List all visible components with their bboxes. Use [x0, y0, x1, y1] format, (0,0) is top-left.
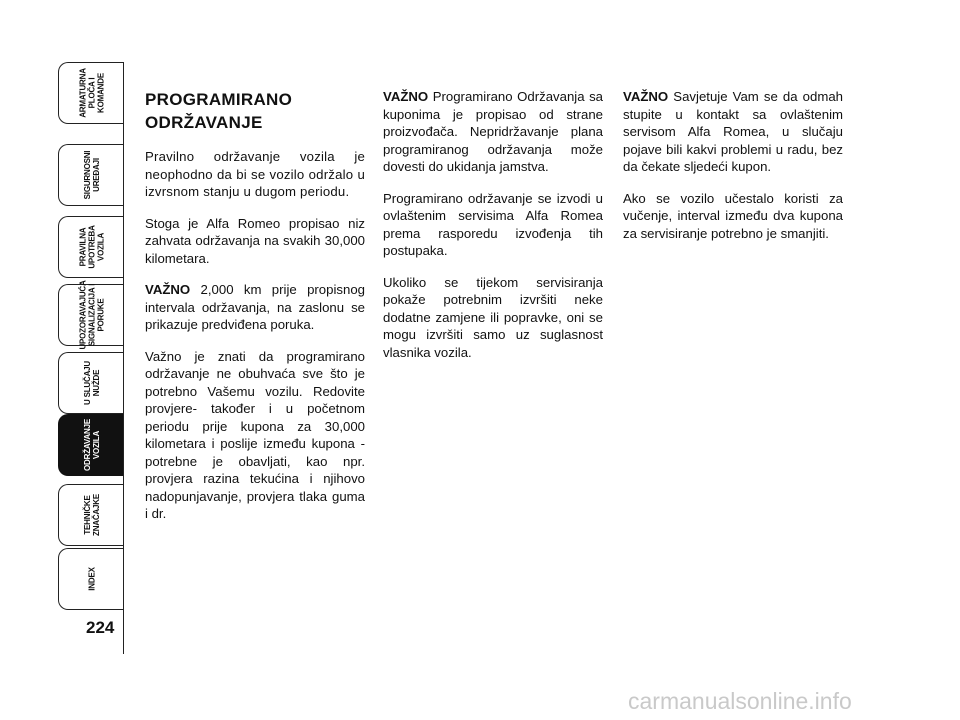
paragraph-text: Savjetuje Vam se da odmah stupite u kontakt sa ovlaštenim servisom Alfa Romea, u slučaju pojave bili kakvi problemi u radu, bez da čekate sljedeći kupon.: [623, 89, 843, 174]
tab-label: UPOZORAVAJUĆA SIGNALIZACIJA I PORUKE: [78, 280, 105, 350]
page-title: PROGRAMIRANO ODRŽAVANJE: [145, 90, 293, 132]
important-label: VAŽNO: [145, 282, 191, 297]
page-number: 224: [86, 618, 115, 637]
column-3: [623, 88, 843, 256]
paragraph: [383, 274, 603, 362]
tab-label: ODRŽAVANJE VOZILA: [82, 419, 101, 471]
sidebar-divider: [123, 62, 124, 654]
column-1: [145, 88, 365, 537]
paragraph: [145, 148, 365, 201]
column-2: [383, 88, 603, 375]
paragraph: [623, 190, 843, 243]
tab-label: PRAVILNA UPOTREBA VOZILA: [78, 225, 105, 269]
tab-label: TEHNIČKE ZNAČAJKE: [82, 494, 101, 536]
tab-u-slucaju-nuzde[interactable]: [58, 352, 124, 414]
paragraph: [145, 348, 365, 523]
paragraph: [145, 215, 365, 268]
sidebar: [0, 0, 130, 720]
paragraph-text: Stoga je Alfa Romeo propisao niz zahvata održavanja na svakih 30,000 kilometara.: [145, 215, 365, 266]
paragraph-text: Programirano Održavanja sa kuponima je propisao od strane proizvođača. Nepridržavanje plana programiranog održavanja može dovesti do ukidanja jamstva.: [383, 89, 603, 174]
watermark: carmanualsonline.info: [628, 688, 852, 714]
tab-label: ARMATURNA PLOČA I KOMANDE: [78, 68, 105, 118]
paragraph: [383, 88, 603, 176]
paragraph: [383, 190, 603, 260]
paragraph: [623, 88, 843, 176]
important-label: VAŽNO: [623, 89, 669, 104]
paragraph-text: Programirano održavanje se izvodi u ovlaštenim servisima Alfa Romea prema rasporedu izvođenja tih postupaka.: [383, 190, 603, 258]
important-label: VAŽNO: [383, 89, 429, 104]
paragraph-text: Pravilno održavanje vozila je neophodno da bi se vozilo održalo u izvrsnom stanju u dugom periodu.: [145, 149, 365, 199]
tab-pravilna-upotreba[interactable]: [58, 216, 124, 278]
tab-index[interactable]: [58, 548, 124, 610]
tab-label: U SLUČAJU NUŽDE: [82, 361, 101, 405]
tab-upozoravajuca-signalizacija[interactable]: [58, 280, 124, 350]
tab-tehnicke-znacajke[interactable]: [58, 484, 124, 546]
paragraph-text: Ako se vozilo učestalo koristi za vučenje, interval između dva kupona za servisiranje potrebno je smanjiti.: [623, 190, 843, 241]
paragraph: [145, 281, 365, 334]
tab-label: INDEX: [87, 567, 96, 591]
tab-odrzavanje-vozila[interactable]: [58, 414, 124, 476]
tab-armaturna-ploca[interactable]: [58, 62, 124, 124]
paragraph-text: 2,000 km prije propisnog intervala održavanja, na zaslonu se prikazuje predviđena poruka.: [145, 282, 365, 332]
paragraph-text: Ukoliko se tijekom servisiranja pokaže potrebnim izvršiti neke dodatne zamjene ili popravke, oni se mogu izvršiti samo uz suglasnost vlasnika vozila.: [383, 274, 603, 360]
tab-label: SIGURNOSNI UREĐAJI: [82, 150, 101, 200]
tab-sigurnosni-uredaji[interactable]: [58, 144, 124, 206]
paragraph-text: Važno je znati da programirano održavanje ne obuhvaća sve što je potrebno Vašemu vozilu. Redovite provjere- također i u početnom periodu prije kupona za 30,000 kilometara i poslije između kupona - potrebne je obavljati, kao npr. provjera razina tekućina i njihovo nadopunjavanje, provjera tlaka guma i dr.: [145, 348, 365, 521]
